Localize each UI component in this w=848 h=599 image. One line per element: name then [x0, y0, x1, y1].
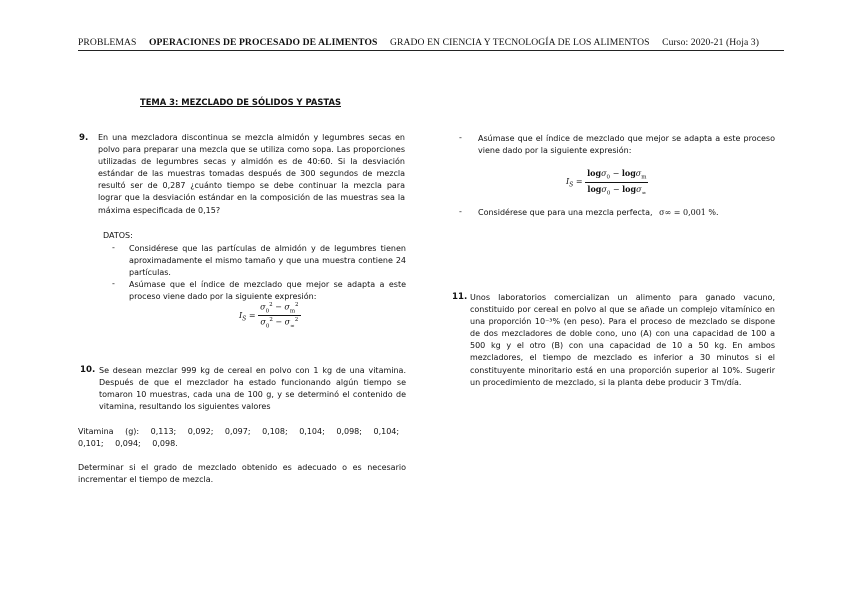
problem-9-text: En una mezcladora discontinua se mezcla almidón y legumbres secas en polvo para preparar una mezcla que se utiliza como sopa. Las proporciones utilizadas de legumbres secas y almidón es de 40:60. Si la desviación estándar de las muestras tomadas después de 300 segundos de mezcla resultó ser de 0,287 ¿cuánto tiempo se debe continuar la mezcla para lograr que la desviación estándar en la composición de las muestras sea la máxima especificada de 0,15? [98, 133, 405, 215]
vitamin-values-line-1: Vitamina (g): 0,113; 0,092; 0,097; 0,108; 0,104; 0,098; 0,104; [78, 427, 400, 436]
bullet-dash: - [459, 207, 462, 216]
perfect-mix-value: σ∞ = 0,001 %. [659, 208, 719, 217]
right-bullet-index: Asúmase que el índice de mezclado que mejor se adapta a este proceso viene dado por la siguiente expresión: [478, 134, 775, 156]
bullet-dash: - [459, 133, 462, 142]
problem-9-number: 9. [79, 133, 89, 143]
problem-9-bullet-index: Asúmase que el índice de mezclado que mejor se adapta a este proceso viene dado por la siguiente expresión: [129, 280, 406, 302]
problem-11-number: 11. [452, 292, 468, 302]
header-course: Curso: 2020-21 (Hoja 3) [662, 37, 760, 48]
page-header [78, 37, 783, 48]
perfect-mix-text: Considérese que para una mezcla perfecta, [478, 208, 653, 217]
formula-mixing-index-log: $I_S$ = $\frac{\log\sigma_0 - \log\sigma_m}{\log\sigma_0 - \log\sigma_\infty}$ [566, 168, 647, 197]
problem-10-question: Determinar si el grado de mezclado obtenido es adecuado o es necesario incrementar el tiempo de mezcla. [78, 463, 406, 485]
header-label: PROBLEMAS [78, 37, 137, 48]
datos-label: DATOS: [103, 231, 133, 240]
bullet-dash: - [112, 243, 115, 252]
formula-mixing-index-variance: $I_S$ = $\frac{\sigma_0^2 - \sigma_m^2}{\sigma_0^2 - \sigma_\infty^2}$ [239, 302, 299, 330]
header-subject: OPERACIONES DE PROCESADO DE ALIMENTOS [148, 37, 378, 48]
problem-11-text: Unos laboratorios comercializan un alimento para ganado vacuno, constituido por cereal en polvo al que se añade un complejo vitamínico en una proporción 10⁻³% (en peso). Para el proceso de mezclado se dispone de dos mezcladores de doble cono, uno (A) con una capacidad de 100 a 500 kg y el otro (B) con una capacidad de 10 a 50 kg. En ambos mezcladores, el tiempo de mezclado es inferior a 30 minutos si el constituyente minoritario está en una proporción superior al 10%. Sugerir un procedimiento de mezclado, si la planta debe producir 3 Tm/día. [470, 293, 775, 387]
section-title: TEMA 3: MEZCLADO DE SÓLIDOS Y PASTAS [140, 97, 341, 107]
problem-10-text: Se desean mezclar 999 kg de cereal en polvo con 1 kg de una vitamina. Después de que el mezclador ha estado funcionando algún tiempo se tomaron 10 muestras, cada una de 100 g, y se determinó el contenido de vitamina, resultando los siguientes valores [99, 366, 406, 412]
header-rule [78, 50, 784, 51]
problem-10-number: 10. [80, 365, 96, 375]
problem-9-bullet-particles: Considérese que las partículas de almidón y de legumbres tienen aproximadamente el mismo tamaño y que una muestra contiene 24 partículas. [129, 244, 406, 278]
right-bullet-perfect-mix [478, 207, 778, 219]
header-degree: GRADO EN CIENCIA Y TECNOLOGÍA DE LOS ALIMENTOS [389, 37, 650, 48]
bullet-dash: - [112, 279, 115, 288]
vitamin-values-line-2: 0,101; 0,094; 0,098. [78, 439, 178, 448]
